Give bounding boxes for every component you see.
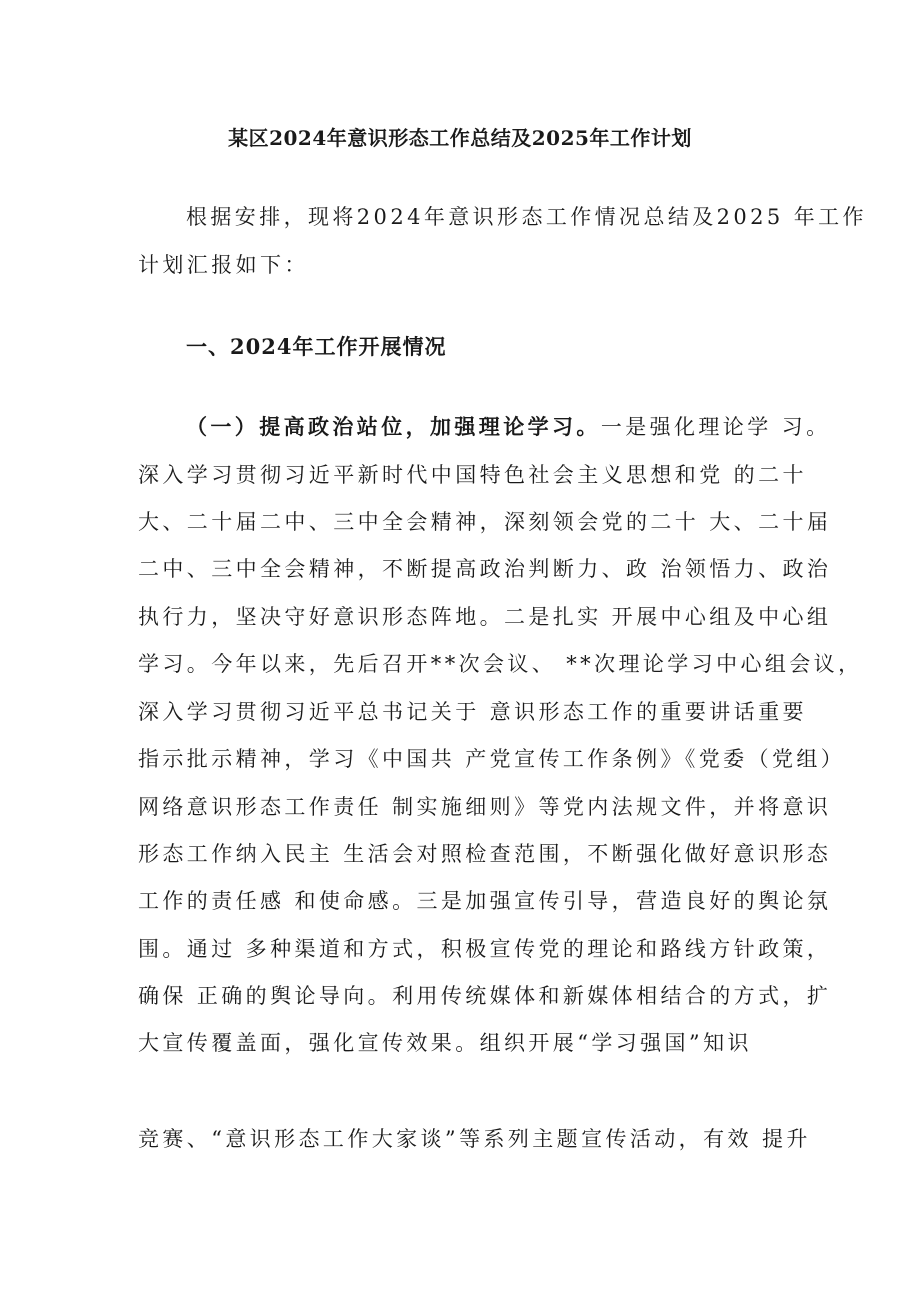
body-line: 工作的责任感 和使命感。三是加强宣传引导，营造良好的舆论氛	[138, 889, 832, 913]
body-line: 二中、三中全会精神，不断提高政治判断力、政 治领悟力、政治	[138, 557, 832, 581]
subsection-first-line	[186, 412, 831, 442]
body-line: 深入学习贯彻习近平总书记关于 意识形态工作的重要讲话重要	[138, 700, 807, 724]
intro-line-2: 计划汇报如下：	[138, 253, 309, 277]
document-title: 某区2024年意识形态工作总结及2025年工作计划	[228, 126, 692, 150]
body-line: 执行力，坚决守好意识形态阵地。二是扎实 开展中心组及中心组	[138, 605, 832, 629]
body-line: 围。通过 多种渠道和方式，积极宣传党的理论和路线方针政策，	[138, 937, 832, 961]
subsection-text: 一是强化理论学 习。	[600, 415, 831, 439]
body-line: 指示批示精神，学习《中国共 产党宣传工作条例》《党委（党组）	[138, 747, 846, 771]
body-line: 深入学习贯彻习近平新时代中国特色社会主义思想和党 的二十	[138, 463, 807, 487]
intro-line-1: 根据安排，现将2024年意识形态工作情况总结及2025 年工作	[186, 205, 867, 229]
subsection-heading: （一）提高政治站位，加强理论学习。	[186, 414, 601, 439]
body-line: 形态工作纳入民主 生活会对照检查范围，不断强化做好意识形态	[138, 842, 832, 866]
body-line: 大、二十届二中、三中全会精神，深刻领会党的二十 大、二十届	[138, 510, 832, 534]
body-line: 网络意识形态工作责任 制实施细则》等党内法规文件，并将意识	[138, 795, 832, 819]
body-line-last: 竞赛、“意识形态工作大家谈”等系列主题宣传活动，有效 提升	[138, 1127, 811, 1151]
body-line: 确保 正确的舆论导向。利用传统媒体和新媒体相结合的方式，扩	[138, 984, 832, 1008]
section-heading: 一、2024年工作开展情况	[186, 334, 447, 359]
body-line: 学习。今年以来，先后召开**次会议、 **次理论学习中心组会议，	[138, 652, 863, 676]
body-line: 大宣传覆盖面，强化宣传效果。组织开展“学习强国”知识	[138, 1031, 752, 1055]
